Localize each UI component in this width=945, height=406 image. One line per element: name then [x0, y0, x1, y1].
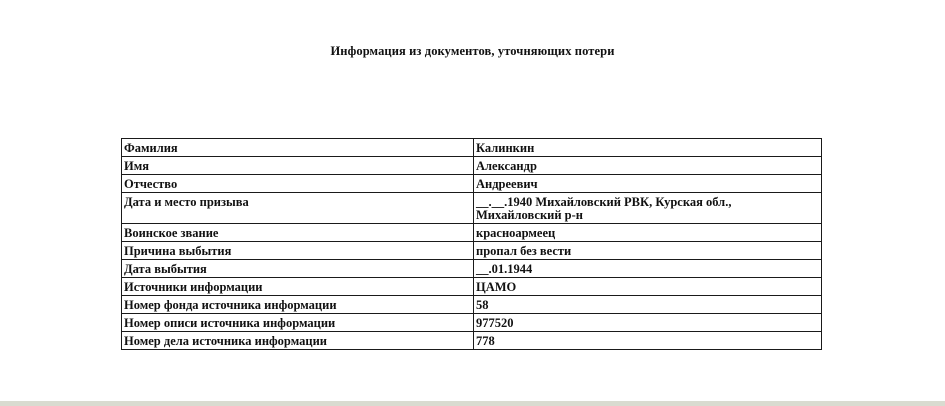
row-value: Калинкин [474, 139, 822, 157]
row-label: Источники информации [122, 278, 474, 296]
row-value: 778 [474, 332, 822, 350]
row-label: Номер дела источника информации [122, 332, 474, 350]
table-row-rank [122, 224, 822, 242]
row-value: __.__.1940 Михайловский РВК, Курская обл., Михайловский р-н [474, 193, 822, 224]
bottom-divider [0, 401, 945, 406]
row-label: Дата выбытия [122, 260, 474, 278]
row-label: Имя [122, 157, 474, 175]
row-value: 977520 [474, 314, 822, 332]
table-row-patronymic [122, 175, 822, 193]
row-label: Номер описи источника информации [122, 314, 474, 332]
table-row-surname [122, 139, 822, 157]
row-value: красноармеец [474, 224, 822, 242]
row-label: Отчество [122, 175, 474, 193]
table-row-file-number [122, 332, 822, 350]
table-row-fond-number [122, 296, 822, 314]
table-row-sources [122, 278, 822, 296]
row-value: __.01.1944 [474, 260, 822, 278]
row-label: Фамилия [122, 139, 474, 157]
document-title: Информация из документов, уточняющих потери [330, 44, 615, 58]
row-value: Александр [474, 157, 822, 175]
row-label: Номер фонда источника информации [122, 296, 474, 314]
row-label: Воинское звание [122, 224, 474, 242]
table-row-departure-date [122, 260, 822, 278]
row-label: Причина выбытия [122, 242, 474, 260]
row-value: пропал без вести [474, 242, 822, 260]
row-label: Дата и место призыва [122, 193, 474, 224]
table-row-first-name [122, 157, 822, 175]
row-value: 58 [474, 296, 822, 314]
info-table [121, 138, 822, 350]
table-row-inventory-number [122, 314, 822, 332]
table-row-conscription [122, 193, 822, 224]
row-value: Андреевич [474, 175, 822, 193]
table-row-departure-reason [122, 242, 822, 260]
row-value: ЦАМО [474, 278, 822, 296]
